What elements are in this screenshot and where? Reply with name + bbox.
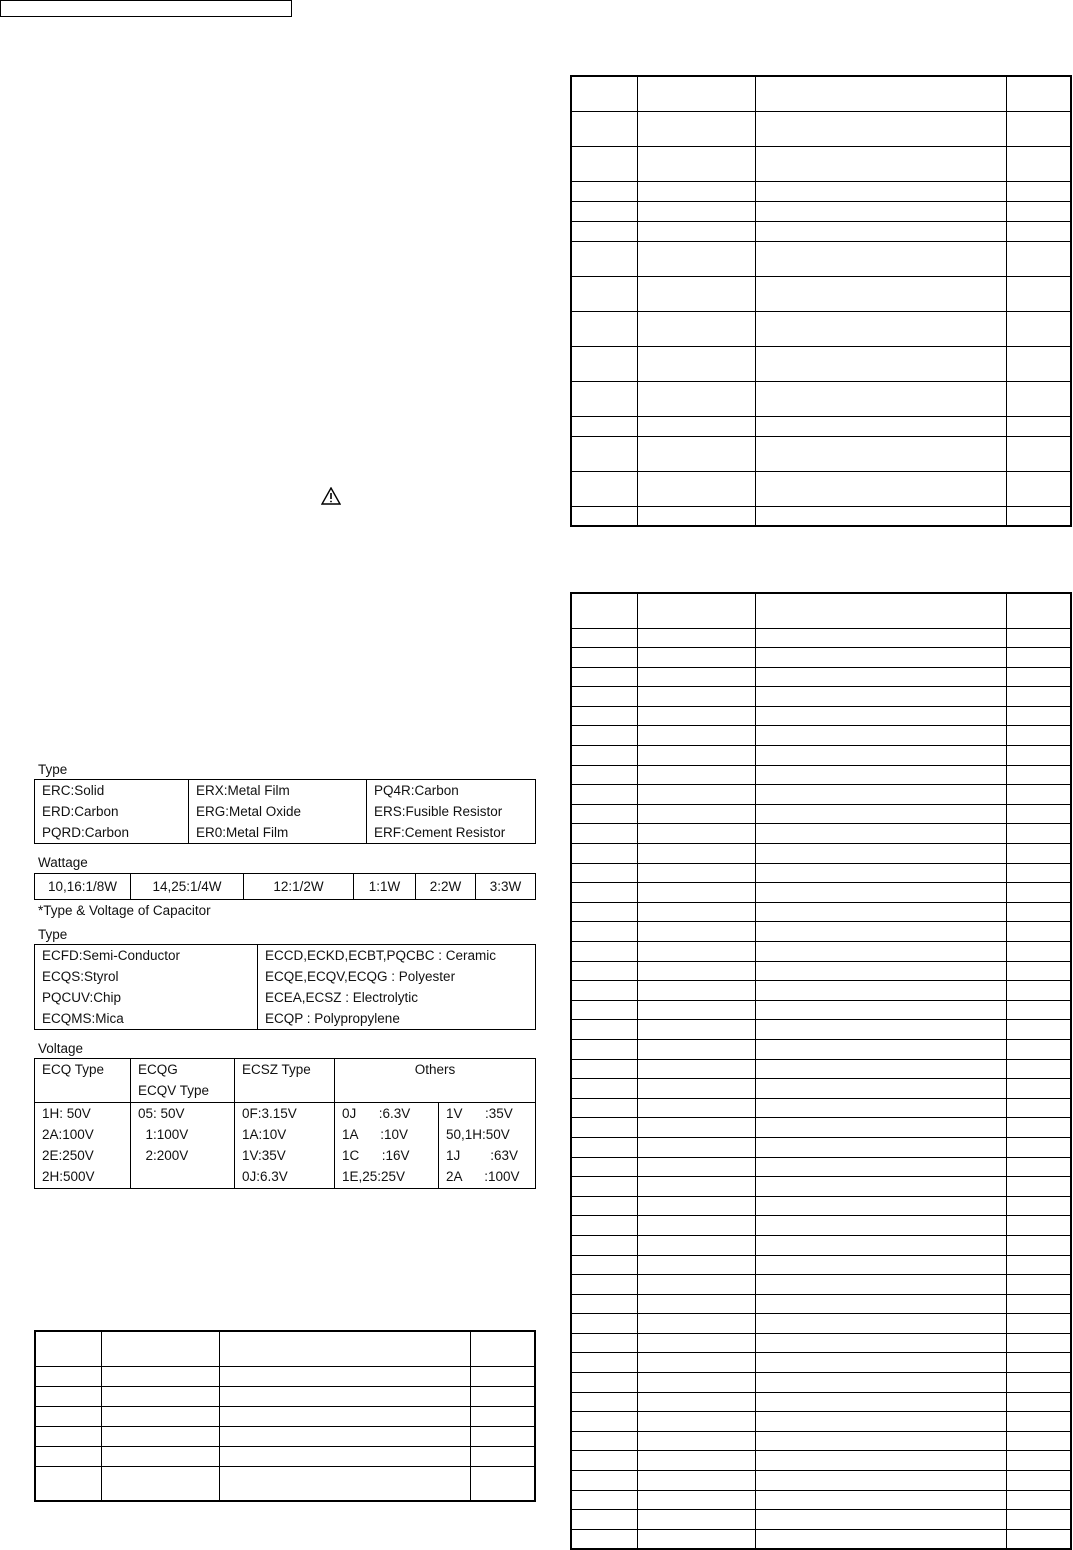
table-row [571,1333,1071,1353]
parts-table-left [34,1330,536,1502]
capacitor-heading: *Type & Voltage of Capacitor [38,903,211,918]
table-row [571,981,1071,1001]
table-row [571,804,1071,824]
parts-table-bottom [570,592,1072,1550]
warning-icon [321,487,341,505]
table-row [571,648,1071,668]
voltage-table: ECQ Type ECQG ECQV Type ECSZ Type Others 1H: 50V 2A:100V 2E:250V 2H:500V 05: 50V 1:100V 2:200V 0F:3.15V 1A:10V 1V:35V 0J:6.3V 0J :6.3V 1A :10V 1C :16V 1E,25:25V 1V :35V 50,1H:50V 1J :63V 2A :100V [34,1058,536,1189]
table-row [571,1177,1071,1197]
table-row [571,1431,1071,1451]
table-row [571,824,1071,844]
table-row [571,1353,1071,1373]
table-row [571,902,1071,922]
header-box [0,0,292,17]
capacitor-type-label: Type [38,927,68,942]
table-row [571,1510,1071,1530]
table-row [571,883,1071,903]
table-row [571,1373,1071,1393]
voltage-label: Voltage [38,1041,84,1056]
table-row [571,961,1071,981]
parts-table-top [570,75,1072,527]
table-row [571,1314,1071,1334]
capacitor-type-table: ECFD:Semi-Conductor ECQS:Styrol PQCUV:Chip ECQMS:Mica ECCD,ECKD,ECBT,PQCBC : Ceramic ECQE,ECQV,ECQG : Polyester ECEA,ECSZ : Electrolytic ECQP : Polypropylene [34,944,536,1030]
table-row [571,1157,1071,1177]
table-row [571,1294,1071,1314]
table-row [571,726,1071,746]
table-row [571,1216,1071,1236]
table-row [571,667,1071,687]
table-row [571,687,1071,707]
wattage-label: Wattage [38,855,88,870]
table-row [571,942,1071,962]
table-row [571,1137,1071,1157]
table-row [571,1196,1071,1216]
table-row [571,1020,1071,1040]
resistor-type-table: ERC:Solid ERD:Carbon PQRD:Carbon ERX:Metal Film ERG:Metal Oxide ER0:Metal Film PQ4R:Carbon ERS:Fusible Resistor ERF:Cement Resistor [34,779,536,844]
table-row [571,1118,1071,1138]
table-row [571,1059,1071,1079]
resistor-type-label: Type [38,762,68,777]
table-row [571,1529,1071,1549]
table-row [571,628,1071,648]
table-row [571,1098,1071,1118]
table-row [571,765,1071,785]
table-row [571,1235,1071,1255]
table-row [571,863,1071,883]
table-row [571,1255,1071,1275]
table-row [571,1392,1071,1412]
table-row [571,1039,1071,1059]
table-row [571,1275,1071,1295]
table-row [571,746,1071,766]
table-row [571,706,1071,726]
table-row [571,1451,1071,1471]
table-row [571,1412,1071,1432]
table-row [571,844,1071,864]
table-row [571,785,1071,805]
wattage-table: 10,16:1/8W 14,25:1/4W 12:1/2W 1:1W 2:2W 3:3W [34,873,536,900]
table-row [571,1471,1071,1491]
table-row [571,1000,1071,1020]
table-row [571,1490,1071,1510]
table-row [571,922,1071,942]
table-row [571,1079,1071,1099]
